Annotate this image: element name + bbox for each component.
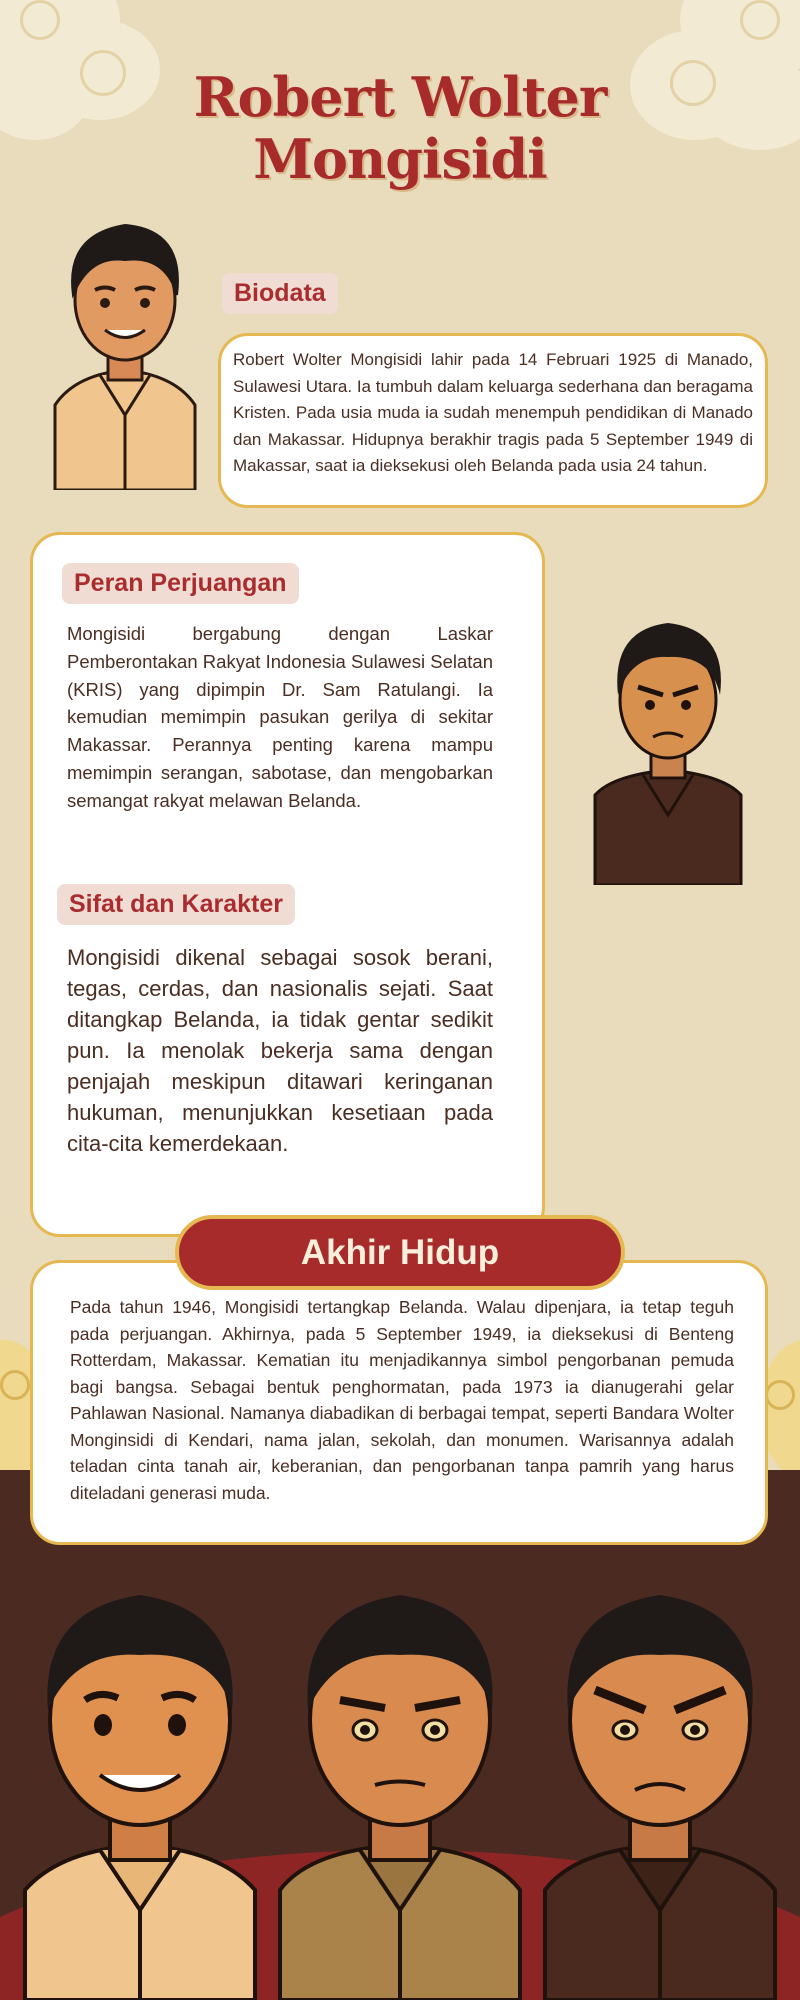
- smiling-man-icon: [45, 215, 205, 490]
- page-title: Robert Wolter Mongisidi: [193, 65, 607, 191]
- three-men-icon: [0, 1590, 800, 2000]
- serious-man-icon: [593, 615, 743, 885]
- biodata-text: Robert Wolter Mongisidi lahir pada 14 Februari 1925 di Manado, Sulawesi Utara. Ia tumbuh dalam keluarga sederhana dan beragama Kristen. Pada usia muda ia sudah menempuh pendidikan di Manado dan Makassar. Hidupnya berakhir tragis pada 5 September 1949 di Makassar, saat ia dieksekusi oleh Belanda pada usia 24 tahun.: [233, 350, 753, 475]
- akhir-heading: Akhir Hidup: [175, 1215, 625, 1290]
- peran-heading: Peran Perjuangan: [62, 563, 299, 604]
- sifat-text: Mongisidi dikenal sebagai sosok berani, tegas, cerdas, dan nasionalis sejati. Saat ditangkap Belanda, ia tidak gentar sedikit pun. Ia menolak bekerja sama dengan penjajah meskipun ditawari keringanan hukuman, menunjukkan kesetiaan pada cita-cita kemerdekaan.: [67, 945, 493, 1156]
- akhir-card: [30, 1260, 768, 1545]
- sifat-heading: Sifat dan Karakter: [57, 884, 295, 925]
- akhir-text: Pada tahun 1946, Mongisidi tertangkap Belanda. Walau dipenjara, ia tetap teguh pada perjuangan. Akhirnya, pada 5 September 1949, ia dieksekusi di Benteng Rotterdam, Makassar. Kematian itu menjadikannya simbol pengorbanan pemuda bagi bangsa. Sebagai bentuk penghormatan, pada 1973 ia dianugerahi gelar Pahlawan Nasional. Namanya diabadikan di berbagai tempat, seperti Bandara Wolter Monginsidi di Kendari, nama jalan, sekolah, dan monumen. Warisannya adalah teladan cinta tanah air, keberanian, dan pengorbanan tanpa pamrih yang harus diteladani generasi muda.: [70, 1297, 734, 1503]
- peran-text: Mongisidi bergabung dengan Laskar Pemberontakan Rakyat Indonesia Sulawesi Selatan (KRIS) yang dipimpin Dr. Sam Ratulangi. Ia kemudian memimpin pasukan gerilya di sekitar Makassar. Perannya penting karena mampu memimpin serangan, sabotase, dan mengobarkan semangat rakyat melawan Belanda.: [67, 623, 493, 811]
- biodata-card: [218, 333, 768, 508]
- biodata-heading: Biodata: [222, 273, 338, 314]
